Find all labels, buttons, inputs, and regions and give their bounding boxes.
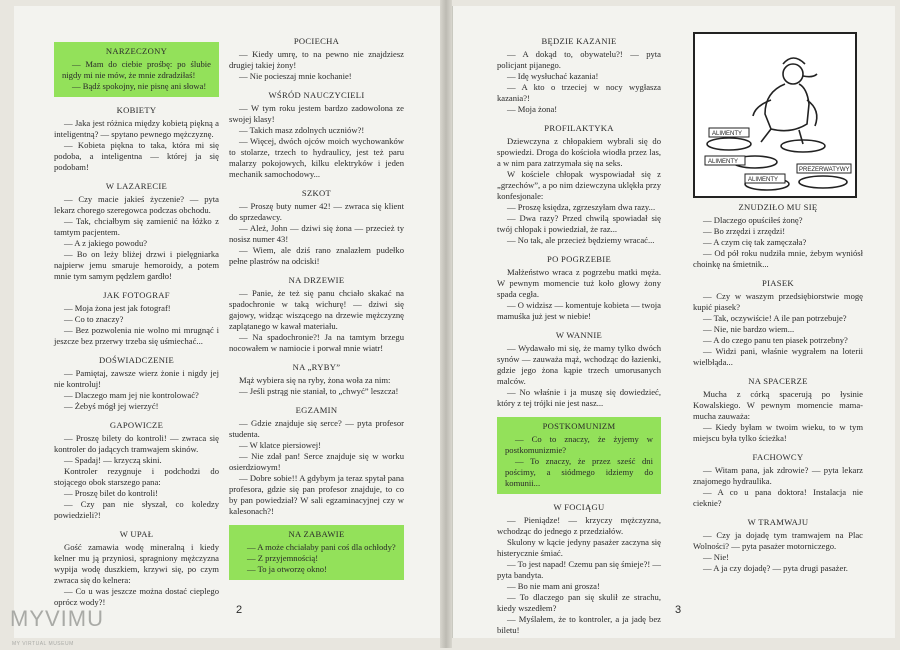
- cartoon-label: PREZERWATYWY: [799, 167, 850, 173]
- joke-line: — Proszę bilety do kontroli! — zwraca się kontroler do jadących tramwajem skinów.: [54, 433, 219, 454]
- joke-block: [54, 42, 219, 97]
- joke-title: PROFILAKTYKA: [544, 123, 614, 133]
- joke-block: [497, 123, 661, 246]
- watermark-logo: MYVIMU: [10, 606, 104, 631]
- joke-line: — A kto o trzeciej w nocy wygłasza kazania?!: [497, 82, 661, 103]
- joke-title: EGZAMIN: [295, 405, 338, 415]
- joke-title: W LAZARECIE: [105, 181, 168, 191]
- joke-line: — Gdzie znajduje się serce? — pyta profesor studenta.: [229, 418, 404, 439]
- joke-line: — Co to znaczy, że żyjemy w postkomunizmie?: [505, 434, 653, 455]
- joke-line: — Dlaczego opuściłeś żonę?: [703, 215, 803, 225]
- joke-line: — No właśnie i ja muszę się dowiedzieć, który z tej trójki nie jest nasz...: [497, 387, 661, 408]
- joke-block: [693, 202, 863, 270]
- joke-line: — Bądź spokojny, nie pisnę ani słowa!: [72, 81, 207, 91]
- joke-line: — Moja żona!: [507, 104, 558, 114]
- joke-line: — Moja żona jest jak fotograf!: [64, 303, 171, 313]
- joke-line: — Bo nie mam ani grosza!: [507, 581, 600, 591]
- joke-title: GAPOWICZE: [109, 420, 164, 430]
- joke-block: [497, 417, 661, 494]
- joke-line: — No tak, ale przecież będziemy wracać...: [507, 235, 655, 245]
- cartoon-drawing: [695, 34, 855, 196]
- joke-line: Małżeństwo wraca z pogrzebu matki męża. W pewnym momencie tuż koło głowy żony spada cegła.: [497, 267, 661, 299]
- joke-line: — Pamiętaj, zawsze wierz żonie i nigdy jej nie kontroluj!: [54, 368, 219, 389]
- joke-line: — A może chciałaby pani coś dla ochłody?: [247, 542, 396, 552]
- joke-line: — Żebyś mógł jej wierzyć!: [64, 401, 159, 411]
- joke-block: [54, 420, 219, 521]
- joke-line: — Jeśli pstrąg nie staniał, to „chwyć” leszcza!: [239, 386, 399, 396]
- joke-title: NA ZABAWIE: [288, 529, 345, 539]
- joke-line: — Kiedy umrę, to na pewno nie znajdziesz drugiej takiej żony!: [229, 49, 404, 70]
- joke-line: — W klatce piersiowej!: [239, 440, 322, 450]
- joke-line: — Czy ja dojadę tym tramwajem na Plac Wolności? — pyta pasażer motorniczego.: [693, 530, 863, 551]
- joke-line: — Czy macie jakieś życzenie? — pyta lekarz chorego szeregowca podczas obchodu.: [54, 194, 219, 215]
- joke-line: — Panie, że też się panu chciało skakać na spadochronie w taką wichurę! — dziwi się gajowy, widząc wiszącego na drzewie mężczyznę zaplątanego w kawał materiału.: [229, 288, 404, 331]
- joke-title: JAK FOTOGRAF: [103, 290, 170, 300]
- joke-title: BĘDZIE KAZANIE: [541, 36, 617, 46]
- joke-line: — A do czego panu ten piasek potrzebny?: [703, 335, 848, 345]
- right-page: [452, 6, 895, 638]
- joke-title: NA „RYBY”: [292, 362, 341, 372]
- joke-line: — Czy w waszym przedsiębiorstwie mogę kupić piasek?: [693, 291, 863, 312]
- joke-line: — A ja czy dojadę? — pyta drugi pasażer.: [703, 563, 848, 573]
- joke-line: — Nie zdał pan! Serce znajduje się w worku osierdziowym!: [229, 451, 404, 472]
- joke-block: [229, 362, 404, 397]
- joke-title: FACHOWCY: [752, 452, 804, 462]
- cartoon-label: ALIMENTY: [748, 177, 779, 183]
- joke-line: — Z przyjemnością!: [247, 553, 319, 563]
- joke-line: Skulony w kącie jedyny pasażer zaczyna się histerycznie śmiać.: [497, 537, 661, 558]
- joke-title: NARZECZONY: [105, 46, 168, 56]
- joke-line: — Idę wysłuchać kazania!: [507, 71, 599, 81]
- joke-line: — Wydawało mi się, że mamy tylko dwóch synów — zauważa mąż, wchodząc do łazienki, gdzie jego żona kąpie trzech umorusanych malców.: [497, 343, 661, 386]
- joke-line: — Dwa razy? Przed chwilą spowiadał się twój chłopak i powiedział, że raz...: [497, 213, 661, 234]
- watermark-tagline: MY VIRTUAL MUSEUM: [12, 641, 74, 647]
- joke-line: — Pieniądze! — krzyczy mężczyzna, wchodząc do jednego z przedziałów.: [497, 515, 661, 536]
- joke-line: — Kiedy byłam w twoim wieku, to w tym miejscu była tylko ścieżka!: [693, 422, 863, 443]
- joke-title: SZKOT: [301, 188, 332, 198]
- joke-line: Kontroler rezygnuje i podchodzi do stojącego obok starszego pana:: [54, 466, 219, 487]
- joke-block: [229, 90, 404, 180]
- joke-block: [693, 376, 863, 444]
- joke-line: — Proszę bilet do kontroli!: [64, 488, 159, 498]
- joke-title: DOŚWIADCZENIE: [98, 355, 175, 365]
- joke-block: [497, 502, 661, 636]
- joke-title: NA SPACERZE: [748, 376, 808, 386]
- joke-line: — Proszę buty numer 42! — zwraca się klient do sprzedawcy.: [229, 201, 404, 222]
- joke-line: — Co to znaczy?: [64, 314, 124, 324]
- joke-line: — A co u pana doktora! Instalacja nie cieknie?: [693, 487, 863, 508]
- joke-title: WŚRÓD NAUCZYCIELI: [268, 90, 365, 100]
- joke-line: — Dlaczego mam jej nie kontrolować?: [64, 390, 199, 400]
- joke-line: — O widzisz — komentuje kobieta — twoja mamuśka już jest w niebie!: [497, 300, 661, 321]
- right-page-column-2: [693, 202, 863, 582]
- joke-line: W kościele chłopak wyspowiadał się z „grzechów”, a po nim dziewczyna uklękła przy konfesjonale:: [497, 169, 661, 201]
- joke-title: W UPAŁ: [119, 529, 154, 539]
- joke-block: [54, 355, 219, 412]
- joke-line: Mąż wybiera się na ryby, żona woła za nim:: [239, 375, 391, 385]
- joke-line: — Nie!: [703, 552, 730, 562]
- left-page: [14, 6, 441, 638]
- joke-line: — Czy pan nie słyszał, co koledzy powiedzieli?!: [54, 499, 219, 520]
- joke-block: [229, 275, 404, 354]
- joke-line: — Tak, oczywiście! A ile pan potrzebuje?: [703, 313, 847, 323]
- joke-title: PO POGRZEBIE: [547, 254, 611, 264]
- joke-line: — Co u was jeszcze można dostać cieplego oprócz wody?!: [54, 586, 219, 607]
- joke-line: — Od pół roku nudziła mnie, żebym wyniósł choinkę na śmietnik...: [693, 248, 863, 269]
- joke-block: [229, 36, 404, 82]
- joke-line: — Tak, chciałbym się zamienić na łóżko z tamtym pacjentem.: [54, 216, 219, 237]
- joke-title: POSTKOMUNIZM: [542, 421, 616, 431]
- joke-block: [54, 181, 219, 282]
- joke-line: — W tym roku jestem bardzo zadowolona ze swojej klasy!: [229, 103, 404, 124]
- joke-block: [229, 188, 404, 267]
- joke-line: — Proszę księdza, zgrzeszyłam dwa razy...: [507, 202, 656, 212]
- joke-line: — Nie, nie bardzo wiem...: [703, 324, 795, 334]
- joke-line: — Mam do ciebie prośbę: po ślubie nigdy mi nie mów, że mnie zdradziłaś!: [62, 59, 211, 80]
- joke-line: Dziewczyna z chłopakiem wybrali się do spowiedzi. Droga do kościoła wiodła przez las, a w nim para zatrzymała się na seks.: [497, 136, 661, 168]
- joke-title: W TRAMWAJU: [747, 517, 809, 527]
- joke-line: — To znaczy, że przez sześć dni pościmy, a siódmego idziemy do komunii...: [505, 456, 653, 488]
- joke-block: [693, 517, 863, 574]
- joke-title: POCIECHA: [293, 36, 340, 46]
- joke-line: — Bo zrzędzi i zrzędzi!: [703, 226, 786, 236]
- joke-line: — Widzi pani, właśnie wygrałem na loterii wielbłąda...: [693, 346, 863, 367]
- joke-line: — A z jakiego powodu?: [64, 238, 148, 248]
- joke-line: Mucha z córką spacerują po łysinie Kowalskiego. W pewnym momencie mama-mucha zauważa:: [693, 389, 863, 421]
- right-page-column-1: [497, 36, 661, 638]
- joke-line: — A dokąd to, obywatelu?! — pyta policjant pijanego.: [497, 49, 661, 70]
- joke-line: — Jaka jest różnica między kobietą piękną a inteligentną? — spytano pewnego mężczyznę.: [54, 118, 219, 139]
- joke-line: — Dobre sobie!! A gdybym ja teraz spytał pana profesora, gdzie się pan profesor znajduje, to co by pan powiedział? W sali egzaminacyjnej czy w kalesonach?!: [229, 473, 404, 516]
- joke-line: — A czym cię tak zamęczała?: [703, 237, 807, 247]
- joke-line: — Wiem, ale dziś rano znalazłem pudełko pełne plastrów na odciski!: [229, 245, 404, 266]
- joke-block: [54, 529, 219, 608]
- joke-line: — Kobieta piękna to taka, która mi się podoba, a inteligentna — której ja się podobam!: [54, 140, 219, 172]
- joke-line: — Takich masz zdolnych uczniów?!: [239, 125, 365, 135]
- page-number-left: 2: [236, 604, 243, 616]
- joke-block: [693, 278, 863, 368]
- joke-line: — Na spadochronie?! Ja na tamtym brzegu nocowałem w namiocie i porwał mnie wiatr!: [229, 332, 404, 353]
- joke-line: — To dlaczego pan się skulił ze strachu, kiedy wszedłem?: [497, 592, 661, 613]
- joke-title: NA DRZEWIE: [288, 275, 345, 285]
- joke-line: — Bez pozwolenia nie wolno mi mrugnąć i jeszcze bez przerwy trzeba się uśmiechać...: [54, 325, 219, 346]
- joke-block: [229, 405, 404, 517]
- watermark: [10, 606, 104, 650]
- joke-line: — Spadaj! — krzyczą skini.: [64, 455, 162, 465]
- joke-block: [54, 290, 219, 347]
- joke-line: — Nie pocieszaj mnie kochanie!: [239, 71, 352, 81]
- joke-title: ZNUDZIŁO MU SIĘ: [738, 202, 818, 212]
- joke-block: [54, 105, 219, 173]
- joke-line: — Więcej, dwóch ojców moich wychowanków to stolarze, trzech to hydraulicy, jest też paru malarzy pokojowych, kilku elektryków i jeden mechanik samochodowy...: [229, 136, 404, 179]
- joke-block: [693, 452, 863, 509]
- cartoon-label: ALIMENTY: [712, 131, 743, 137]
- joke-line: — To ja otworzę okno!: [247, 564, 327, 574]
- cartoon-illustration: [693, 32, 857, 198]
- joke-line: — Myślałem, że to kontroler, a ja jadę bez biletu!: [497, 614, 661, 635]
- joke-block: [229, 525, 404, 580]
- joke-block: [497, 254, 661, 322]
- spine: [440, 0, 452, 648]
- left-page-column-1: [54, 42, 219, 616]
- page-number-right: 3: [675, 604, 682, 616]
- joke-block: [497, 330, 661, 409]
- cartoon-label: ALIMENTY: [708, 159, 739, 165]
- joke-line: — Bo on leży bliżej drzwi i pielęgniarka najpierw jemu smaruje hemoroidy, a potem mnie tym samym pędzlem gardło!: [54, 249, 219, 281]
- joke-title: W FOCIĄGU: [553, 502, 605, 512]
- joke-line: — Ależ, John — dziwi się żona — przecież ty nosisz numer 43!: [229, 223, 404, 244]
- joke-title: KOBIETY: [116, 105, 157, 115]
- joke-block: [497, 36, 661, 115]
- joke-line: Gość zamawia wodę mineralną i kiedy kelner mu ją przyniosi, spragniony mężczyzna wypija wodę duszkiem, krzywi się, po czym zwraca się do kelnera:: [54, 542, 219, 585]
- joke-line: — To jest napad! Czemu pan się śmieje?! — pyta bandyta.: [497, 559, 661, 580]
- joke-title: PIASEK: [762, 278, 794, 288]
- joke-title: W WANNIE: [555, 330, 603, 340]
- joke-line: — Witam pana, jak zdrowie? — pyta lekarz znajomego hydraulika.: [693, 465, 863, 486]
- left-page-column-2: [229, 36, 404, 588]
